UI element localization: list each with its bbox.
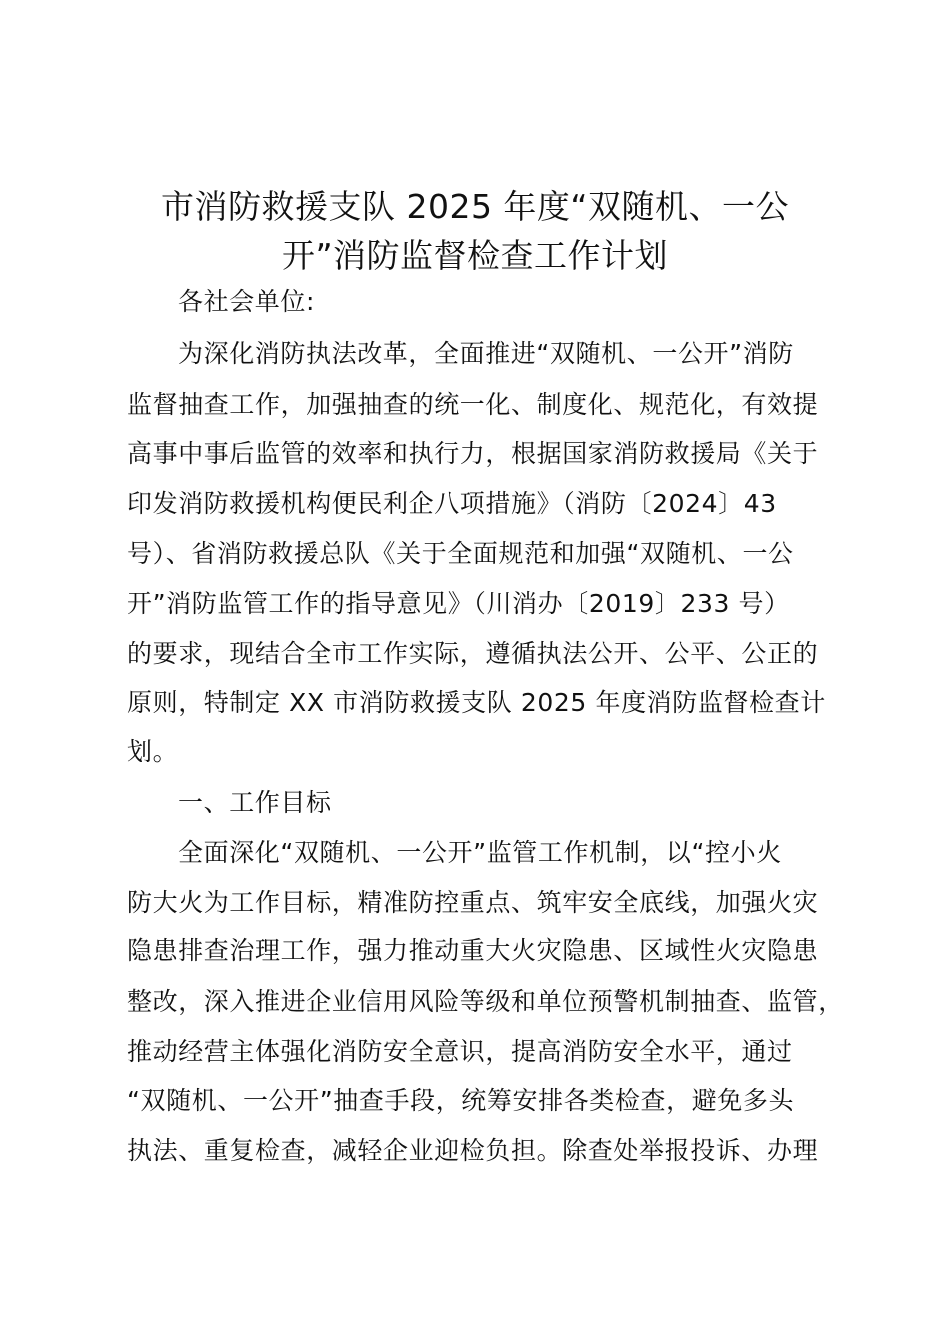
paragraph1-line: 的要求，现结合全市工作实际，遵循执法公开、公平、公正的 <box>127 639 819 668</box>
paragraph1-line: 监督抽查工作，加强抽查的统一化、制度化、规范化，有效提 <box>127 390 819 419</box>
salutation: 各社会单位: <box>178 287 316 316</box>
document-title-line-1: 市消防救援支队 2025 年度“双随机、一公 <box>160 187 790 226</box>
paragraph2-line: 全面深化“双随机、一公开”监管工作机制，以“控小火 <box>178 838 782 867</box>
document-title-line-2: 开”消防监督检查工作计划 <box>281 236 669 275</box>
paragraph1-line: 开”消防监管工作的指导意见》（川消办〔2019〕233 号） <box>127 589 790 618</box>
paragraph1-line: 划。 <box>127 737 179 766</box>
paragraph1-line: 原则，特制定 XX 市消防救援支队 2025 年度消防监督检查计 <box>127 688 826 717</box>
paragraph2-line: 隐患排查治理工作，强力推动重大火灾隐患、区域性火灾隐患 <box>127 936 819 965</box>
paragraph2-line: 防大火为工作目标，精准防控重点、筑牢安全底线，加强火灾 <box>127 888 819 917</box>
paragraph2-line: 整改，深入推进企业信用风险等级和单位预警机制抽查、监管， <box>127 987 844 1016</box>
paragraph2-line: 推动经营主体强化消防安全意识，提高消防安全水平，通过 <box>127 1037 793 1066</box>
paragraph2-line: “双随机、一公开”抽查手段，统筹安排各类检查，避免多头 <box>127 1086 795 1115</box>
paragraph1-line: 印发消防救援机构便民利企八项措施》（消防〔2024〕43 <box>127 489 777 518</box>
paragraph1-line: 为深化消防执法改革，全面推进“双随机、一公开”消防 <box>178 339 794 368</box>
paragraph2-line: 执法、重复检查，减轻企业迎检负担。除查处举报投诉、办理 <box>127 1136 819 1165</box>
section1-heading: 一、工作目标 <box>178 788 332 817</box>
paragraph1-line: 号）、省消防救援总队《关于全面规范和加强“双随机、一公 <box>127 539 794 568</box>
paragraph1-line: 高事中事后监管的效率和执行力，根据国家消防救援局《关于 <box>127 439 819 468</box>
